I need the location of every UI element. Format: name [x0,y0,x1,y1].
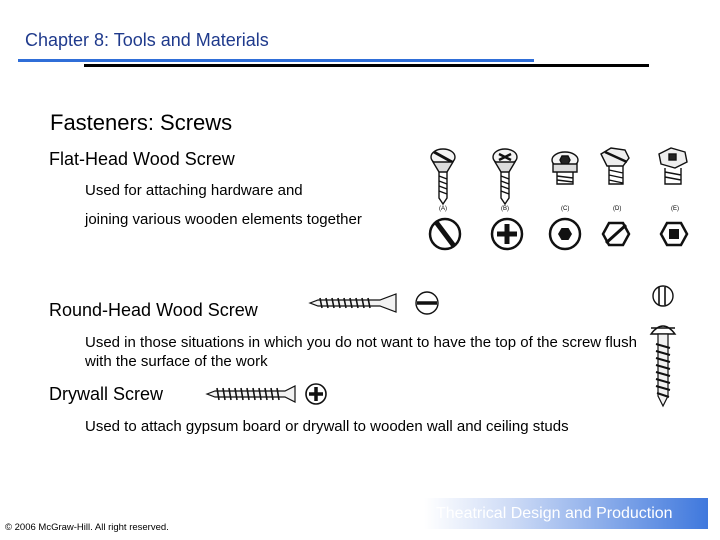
flat-head-title: Flat-Head Wood Screw [49,149,235,169]
chapter-title: Chapter 8: Tools and Materials [25,30,269,50]
screw-e-icon [659,148,687,184]
round-head-description: Used in those situations in which you do not want to have the top of the screw flush with the surface of the work [85,334,637,370]
round-head-screw-icon [648,284,682,410]
hex-slotted-head-icon [603,223,629,245]
round-head-slotted-top-icon [414,290,440,316]
drywall-title: Drywall Screw [49,384,164,404]
header-rule-black [84,64,649,67]
drywall-screw-side-icon [205,384,299,404]
phillips-head-icon [492,219,522,249]
slotted-head-icon [430,219,460,249]
flat-head-screw-side-icon [308,292,400,314]
square-head-icon [661,223,687,245]
hex-socket-head-icon [550,219,580,249]
screw-a-icon [431,149,455,204]
header-rule-blue [18,59,534,62]
screw-types-illustration [425,140,715,260]
label-e: (E) [671,206,679,212]
label-d: (D) [613,206,622,212]
copyright-notice: © 2006 McGraw-Hill. All right reserved. [5,522,169,533]
slide-heading: Fasteners: Screws [50,110,233,135]
drywall-description: Used to attach gypsum board or drywall to wooden wall and ceiling studs [85,418,569,435]
screw-d-icon [601,148,629,184]
drywall-phillips-head-icon [304,382,328,406]
label-a: (A) [439,206,447,212]
screw-b-icon [493,149,517,204]
footer-title: Theatrical Design and Production [436,505,673,522]
flat-head-desc-line2: joining various wooden elements together [85,211,362,228]
label-c: (C) [561,206,570,212]
flat-head-desc-line1: Used for attaching hardware and [85,182,303,199]
round-head-title: Round-Head Wood Screw [49,300,258,320]
label-b: (B) [501,206,509,212]
screw-c-icon [552,152,578,184]
